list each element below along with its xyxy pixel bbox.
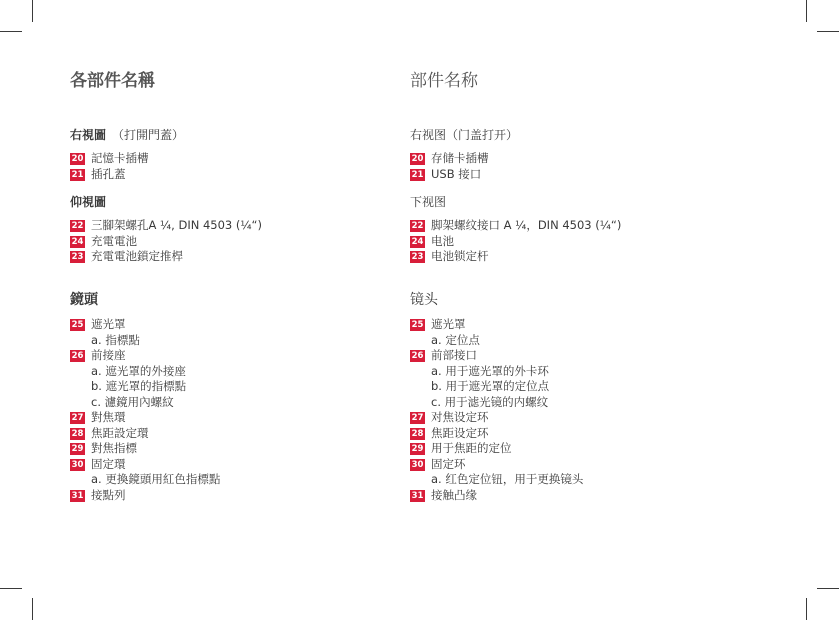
part-sub-label: a. 定位点	[431, 332, 480, 347]
part-label: 前接座	[91, 348, 126, 362]
list-item	[410, 234, 750, 250]
section-title-text: 仰視圖	[70, 195, 107, 209]
parts-list	[410, 151, 750, 182]
crop-mark	[806, 598, 807, 620]
section-bottom-view	[410, 192, 750, 265]
part-label: 充電電池	[91, 233, 137, 248]
crop-mark	[817, 588, 839, 589]
crop-mark	[817, 31, 839, 32]
crop-mark	[32, 598, 33, 620]
part-label: 對焦指標	[91, 441, 137, 455]
part-number-badge: 26	[411, 351, 424, 361]
list-item	[70, 348, 410, 410]
list-item	[410, 441, 750, 457]
part-label: 三腳架螺孔A ¼, DIN 4503 (¼“)	[91, 218, 262, 232]
parts-list	[70, 218, 410, 265]
list-item	[410, 426, 750, 442]
section-title	[410, 289, 750, 311]
page-title: 各部件名稱	[70, 71, 155, 91]
parts-list	[410, 317, 750, 503]
crop-mark	[0, 588, 22, 589]
part-sub-label: a. 红色定位钮，用于更换镜头	[431, 472, 584, 486]
page-title: 部件名称	[410, 71, 478, 91]
part-number-badge: 28	[71, 428, 84, 439]
section-title	[70, 192, 410, 212]
list-item	[70, 218, 410, 234]
part-number-badge: 25	[71, 320, 84, 330]
part-sub-label: b. 遮光罩的指標點	[91, 379, 187, 393]
section-right-view	[70, 125, 410, 182]
part-sub-label: a. 指標點	[91, 332, 140, 347]
list-item	[410, 218, 750, 234]
part-number-badge: 31	[411, 490, 424, 501]
part-number-badge: 23	[411, 252, 424, 262]
part-number-badge: 27	[71, 413, 84, 423]
part-label: 电池锁定杆	[431, 249, 489, 263]
part-label: 用于焦距的定位	[431, 441, 512, 455]
crop-mark	[806, 0, 807, 22]
part-number-badge: 27	[411, 413, 424, 423]
list-item	[410, 410, 750, 426]
list-item	[410, 348, 750, 410]
list-item	[410, 488, 750, 504]
part-label: 对焦设定环	[431, 410, 489, 424]
part-label: 固定环	[431, 456, 466, 471]
part-number-badge: 22	[411, 221, 424, 231]
part-number-badge: 29	[411, 444, 424, 454]
section-lens	[410, 289, 750, 503]
part-number-badge: 20	[411, 154, 424, 164]
part-number-badge: 21	[411, 169, 424, 180]
parts-list	[410, 218, 750, 265]
list-item	[70, 151, 410, 167]
part-label: 對焦環	[91, 410, 126, 424]
list-item	[410, 457, 750, 488]
part-label: 接触凸缘	[431, 487, 477, 502]
parts-list	[70, 151, 410, 182]
part-sub-label: c. 濾鏡用內螺紋	[91, 394, 174, 409]
part-sub-label: b. 用于遮光罩的定位点	[431, 379, 550, 393]
section-title	[70, 125, 410, 145]
part-label: 接點列	[91, 487, 126, 502]
part-label: 焦距设定环	[431, 425, 489, 440]
part-label: 存储卡插槽	[431, 151, 489, 165]
list-item	[70, 441, 410, 457]
part-number-badge: 25	[411, 320, 424, 330]
part-label: USB 接口	[431, 166, 482, 181]
section-title-note: （打開門蓋）	[112, 128, 185, 142]
part-label: 充電電池鎖定推桿	[91, 249, 183, 263]
part-number-badge: 29	[71, 444, 84, 454]
list-item	[70, 167, 410, 183]
section-right-view	[410, 125, 750, 182]
part-number-badge: 23	[71, 252, 84, 262]
crop-mark	[0, 31, 22, 32]
section-title-note: （门盖打开）	[446, 128, 519, 142]
section-title-text: 鏡頭	[70, 292, 98, 308]
list-item	[410, 317, 750, 348]
section-bottom-view	[70, 192, 410, 265]
list-item	[410, 249, 750, 265]
section-title-text: 右视图	[410, 128, 447, 142]
part-label: 焦距設定環	[91, 425, 149, 440]
section-title	[410, 192, 750, 212]
list-item	[70, 317, 410, 348]
part-label: 电池	[431, 233, 454, 248]
part-label: 遮光罩	[91, 317, 126, 331]
section-title-text: 右視圖	[70, 128, 107, 142]
part-number-badge: 26	[71, 351, 84, 361]
section-title-text: 镜头	[410, 292, 438, 308]
list-item	[70, 488, 410, 504]
section-title	[70, 289, 410, 311]
list-item	[70, 234, 410, 250]
part-number-badge: 21	[71, 169, 84, 180]
part-sub-label: a. 更換鏡頭用紅色指標點	[91, 472, 221, 486]
section-title	[410, 125, 750, 145]
part-label: 遮光罩	[431, 317, 466, 331]
part-label: 記憶卡插槽	[91, 151, 149, 165]
part-label: 固定環	[91, 456, 126, 471]
part-label: 脚架螺纹接口 A ¼，DIN 4503 (¼“)	[431, 218, 622, 232]
part-label: 前部接口	[431, 348, 477, 362]
part-label: 插孔蓋	[91, 166, 126, 181]
list-item	[70, 410, 410, 426]
part-sub-label: a. 遮光罩的外接座	[91, 363, 186, 378]
part-number-badge: 20	[71, 154, 84, 164]
list-item	[70, 249, 410, 265]
part-number-badge: 24	[411, 236, 424, 247]
part-number-badge: 30	[71, 459, 84, 470]
crop-mark	[32, 0, 33, 22]
part-number-badge: 22	[71, 221, 84, 231]
list-item	[410, 167, 750, 183]
list-item	[410, 151, 750, 167]
part-number-badge: 30	[411, 459, 424, 470]
part-sub-label: a. 用于遮光罩的外卡环	[431, 363, 549, 378]
part-number-badge: 24	[71, 236, 84, 247]
part-sub-label: c. 用于滤光镜的内螺纹	[431, 394, 549, 409]
list-item	[70, 457, 410, 488]
section-title-text: 下视图	[410, 195, 447, 209]
section-lens	[70, 289, 410, 503]
parts-list	[70, 317, 410, 503]
part-number-badge: 28	[411, 428, 424, 439]
list-item	[70, 426, 410, 442]
part-number-badge: 31	[71, 490, 84, 501]
